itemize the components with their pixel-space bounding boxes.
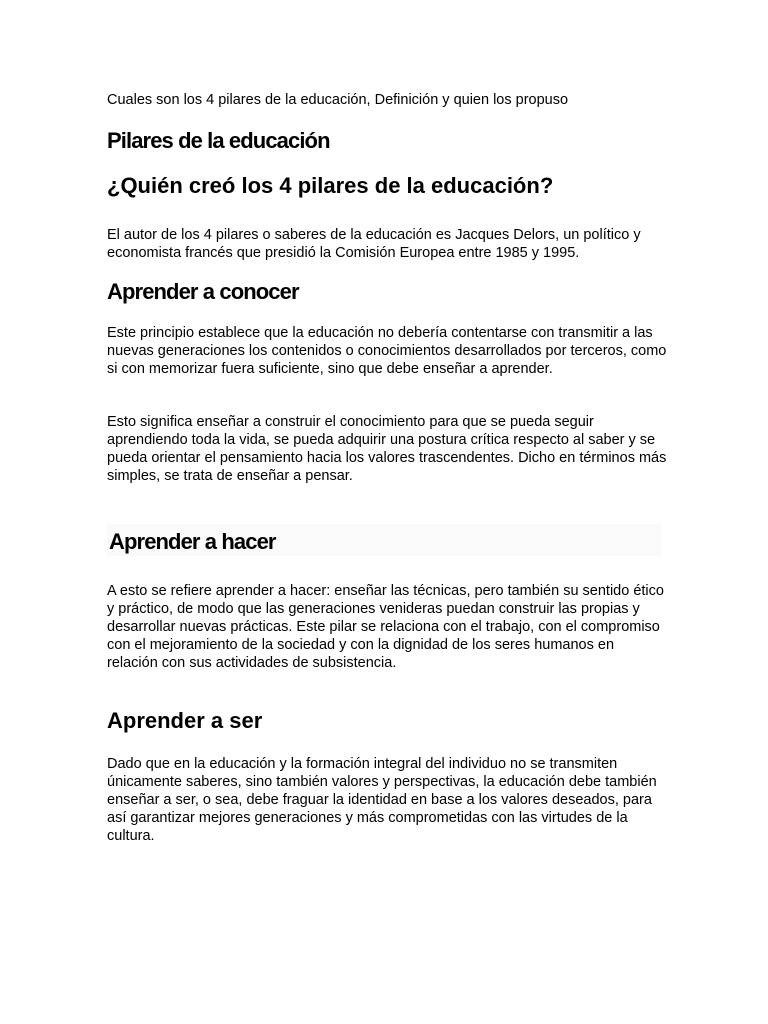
paragraph-conocer-2: Esto significa enseñar a construir el conocimiento para que se pueda seguir aprendiendo toda la vida, se pueda adquirir una postura crítica respecto al saber y se pueda orientar el pensamiento hacia los valores trascendentes. Dicho en términos más simples, se trata de enseñar a pensar. bbox=[107, 414, 667, 484]
heading-pilares: Pilares de la educación bbox=[107, 128, 330, 153]
heading-aprender-ser: Aprender a ser bbox=[107, 708, 263, 733]
heading-hacer-block bbox=[107, 524, 661, 556]
heading-aprender-hacer: Aprender a hacer bbox=[109, 529, 276, 554]
heading-quien-creo: ¿Quién creó los 4 pilares de la educación? bbox=[107, 173, 554, 198]
heading-aprender-conocer: Aprender a conocer bbox=[107, 279, 299, 304]
intro-line: Cuales son los 4 pilares de la educación, Definición y quien los propuso bbox=[107, 92, 569, 108]
paragraph-hacer: A esto se refiere aprender a hacer: enseñar las técnicas, pero también su sentido ético y práctico, de modo que las generaciones venideras puedan construir las propias y desarrollar nuevas prácticas. Este pilar se relaciona con el trabajo, con el compromiso con el mejoramiento de la sociedad y con la dignidad de los seres humanos en relación con sus actividades de subsistencia. bbox=[107, 583, 664, 671]
paragraph-autor: El autor de los 4 pilares o saberes de la educación es Jacques Delors, un político y economista francés que presidió la Comisión Europea entre 1985 y 1995. bbox=[107, 227, 641, 261]
paragraph-conocer-1: Este principio establece que la educación no debería contentarse con transmitir a las nuevas generaciones los contenidos o conocimientos desarrollados por terceros, como si con memorizar fuera suficiente, sino que debe enseñar a aprender. bbox=[107, 325, 667, 377]
paragraph-ser: Dado que en la educación y la formación integral del individuo no se transmiten únicamente saberes, sino también valores y perspectivas, la educación debe también enseñar a ser, o sea, debe fraguar la identidad en base a los valores deseados, para así garantizar mejores generaciones y más comprometidas con las virtudes de la cultura. bbox=[107, 756, 657, 844]
